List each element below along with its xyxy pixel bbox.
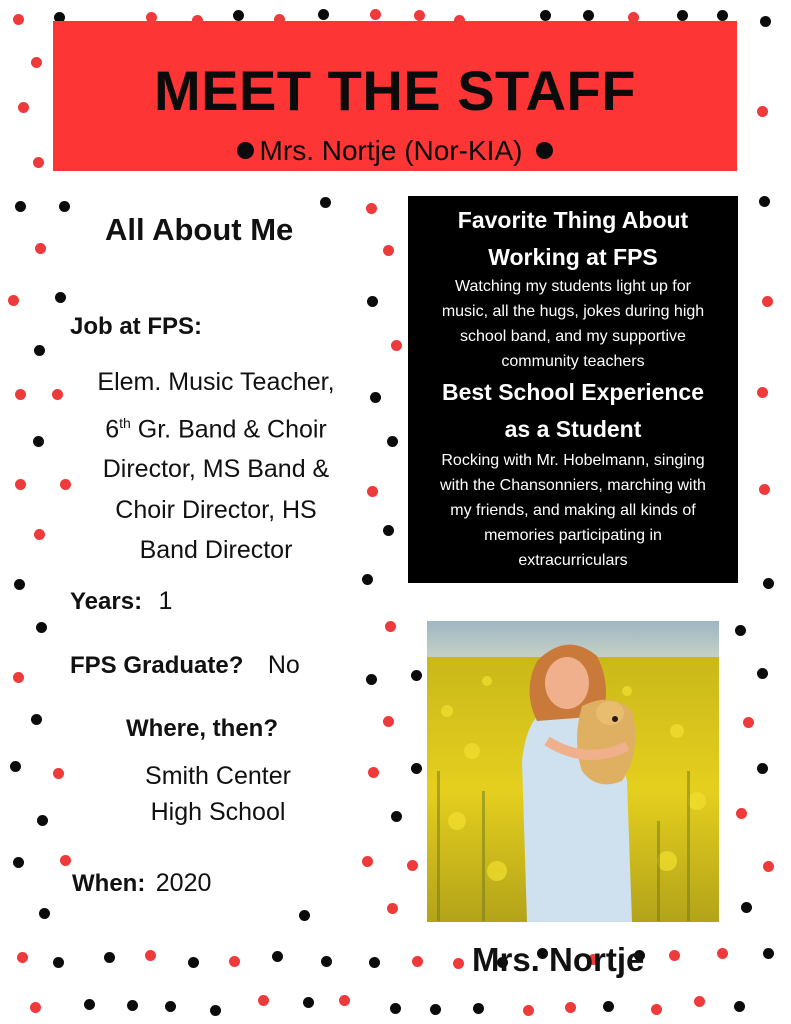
polka-dot (411, 763, 422, 774)
polka-dot (34, 345, 45, 356)
polka-dot (321, 956, 332, 967)
graduate-row (70, 650, 300, 684)
polka-dot (367, 296, 378, 307)
polka-dot (677, 10, 688, 21)
polka-dot (390, 1003, 401, 1014)
polka-dot (370, 392, 381, 403)
polka-dot (362, 574, 373, 585)
where-label: Where, then? (126, 715, 279, 742)
subtitle-text: Mrs. Nortje (Nor-KIA) (259, 135, 523, 166)
polka-dot (258, 995, 269, 1006)
polka-dot (367, 486, 378, 497)
favorite-text-line: Watching my students light up for (455, 278, 691, 295)
when-label: When: (72, 870, 146, 897)
polka-dot (387, 436, 398, 447)
polka-dot (145, 950, 156, 961)
polka-dot (694, 996, 705, 1007)
bullet-icon (237, 142, 254, 159)
polka-dot (33, 436, 44, 447)
polka-dot (540, 10, 551, 21)
polka-dot (366, 203, 377, 214)
polka-dot (34, 529, 45, 540)
polka-dot (565, 1002, 576, 1013)
favorite-text-line: school band, and my supportive (460, 328, 686, 345)
polka-dot (104, 952, 115, 963)
polka-dot (651, 1004, 662, 1015)
polka-dot (391, 811, 402, 822)
polka-dot (165, 1001, 176, 1012)
polka-dot (757, 106, 768, 117)
job-line: Elem. Music Teacher, (97, 368, 335, 396)
job-line: Band Director (139, 536, 293, 565)
polka-dot (735, 625, 746, 636)
polka-dot (669, 950, 680, 961)
polka-dot (368, 767, 379, 778)
job-ordinal: 6 (105, 414, 120, 443)
polka-dot (188, 957, 199, 968)
polka-dot (55, 292, 66, 303)
polka-dot (15, 201, 26, 212)
polka-dot (318, 9, 329, 20)
job-line-text: Gr. Band & Choir (137, 414, 327, 443)
polka-dot (523, 1005, 534, 1016)
polka-dot (734, 1001, 745, 1012)
polka-dot (10, 761, 21, 772)
polka-dot (35, 243, 46, 254)
favorite-heading (408, 202, 738, 276)
best-text-line: extracurriculars (518, 552, 628, 569)
polka-dot (33, 157, 44, 168)
years-row (70, 586, 172, 620)
job-line (76, 403, 356, 450)
polka-dot (369, 957, 380, 968)
when-value: 2020 (155, 869, 212, 897)
polka-dot (18, 102, 29, 113)
polka-dot (84, 999, 95, 1010)
polka-dot (583, 10, 594, 21)
polka-dot (60, 855, 71, 866)
polka-dot (229, 956, 240, 967)
when-row (72, 868, 211, 902)
polka-dot (36, 622, 47, 633)
polka-dot (383, 525, 394, 536)
polka-dot (430, 1004, 441, 1015)
polka-dot (59, 201, 70, 212)
best-heading (408, 374, 738, 448)
polka-dot (14, 579, 25, 590)
polka-dot (383, 716, 394, 727)
polka-dot (366, 674, 377, 685)
polka-dot (39, 908, 50, 919)
polka-dot (15, 479, 26, 490)
polka-dot (30, 1002, 41, 1013)
years-value: 1 (158, 587, 173, 615)
polka-dot (736, 808, 747, 819)
polka-dot (717, 10, 728, 21)
polka-dot (210, 1005, 221, 1016)
staff-photo (427, 621, 719, 922)
polka-dot (370, 9, 381, 20)
photo-caption: Mrs. Nortje (472, 941, 645, 978)
polka-dot (412, 956, 423, 967)
polka-dot (411, 670, 422, 681)
polka-dot (53, 768, 64, 779)
page-title: MEET THE STAFF (154, 59, 636, 122)
best-text-line: Rocking with Mr. Hobelmann, singing (441, 452, 705, 469)
header-banner (53, 21, 737, 171)
job-ordinal-suffix: th (119, 414, 131, 431)
polka-dot (15, 389, 26, 400)
polka-dot (385, 621, 396, 632)
favorite-text (414, 274, 732, 374)
job-label: Job at FPS: (70, 313, 203, 340)
polka-dot (757, 763, 768, 774)
about-heading: All About Me (105, 212, 294, 247)
favorite-heading-line: Working at FPS (488, 244, 658, 270)
polka-dot (717, 948, 728, 959)
best-text-line: memories participating in (484, 527, 662, 544)
bullet-icon (536, 142, 553, 159)
job-line: Director, MS Band & (102, 455, 330, 484)
polka-dot (31, 57, 42, 68)
polka-dot (60, 479, 71, 490)
polka-dot (741, 902, 752, 913)
best-text-line: my friends, and making all kinds of (450, 502, 696, 519)
polka-dot (299, 910, 310, 921)
favorites-box (408, 196, 738, 583)
polka-dot (387, 903, 398, 914)
polka-dot (473, 1003, 484, 1014)
favorite-text-line: community teachers (501, 353, 645, 370)
polka-dot (759, 484, 770, 495)
polka-dot (52, 389, 63, 400)
favorite-text-line: music, all the hugs, jokes during high (441, 303, 705, 320)
polka-dot (763, 861, 774, 872)
polka-dot (760, 16, 771, 27)
where-line: High School (150, 798, 286, 826)
polka-dot (31, 714, 42, 725)
job-value (76, 362, 356, 571)
best-heading-line: Best School Experience (441, 379, 705, 405)
graduate-value: No (267, 651, 300, 679)
polka-dot (303, 997, 314, 1008)
polka-dot (272, 951, 283, 962)
polka-dot (13, 14, 24, 25)
polka-dot (407, 860, 418, 871)
where-line: Smith Center (145, 762, 291, 790)
polka-dot (53, 957, 64, 968)
polka-dot (383, 245, 394, 256)
polka-dot (414, 10, 425, 21)
where-value (118, 758, 318, 830)
best-text (414, 448, 732, 573)
polka-dot (757, 387, 768, 398)
polka-dot (8, 295, 19, 306)
polka-dot (13, 672, 24, 683)
favorite-heading-line: Favorite Thing About (457, 207, 689, 233)
best-heading-line: as a Student (504, 416, 642, 442)
graduate-label: FPS Graduate? (70, 652, 244, 679)
polka-dot (762, 296, 773, 307)
polka-dot (453, 958, 464, 969)
polka-dot (17, 952, 28, 963)
years-label: Years: (70, 588, 143, 615)
polka-dot (233, 10, 244, 21)
polka-dot (320, 197, 331, 208)
polka-dot (391, 340, 402, 351)
polka-dot (37, 815, 48, 826)
polka-dot (339, 995, 350, 1006)
best-text-line: with the Chansonniers, marching with (440, 477, 706, 494)
polka-dot (759, 196, 770, 207)
polka-dot (127, 1000, 138, 1011)
polka-dot (757, 668, 768, 679)
polka-dot (763, 948, 774, 959)
polka-dot (13, 857, 24, 868)
polka-dot (743, 717, 754, 728)
polka-dot (603, 1001, 614, 1012)
polka-dot (763, 578, 774, 589)
staff-name-pronunciation (53, 133, 737, 169)
job-line: Choir Director, HS (115, 495, 317, 524)
polka-dot (362, 856, 373, 867)
